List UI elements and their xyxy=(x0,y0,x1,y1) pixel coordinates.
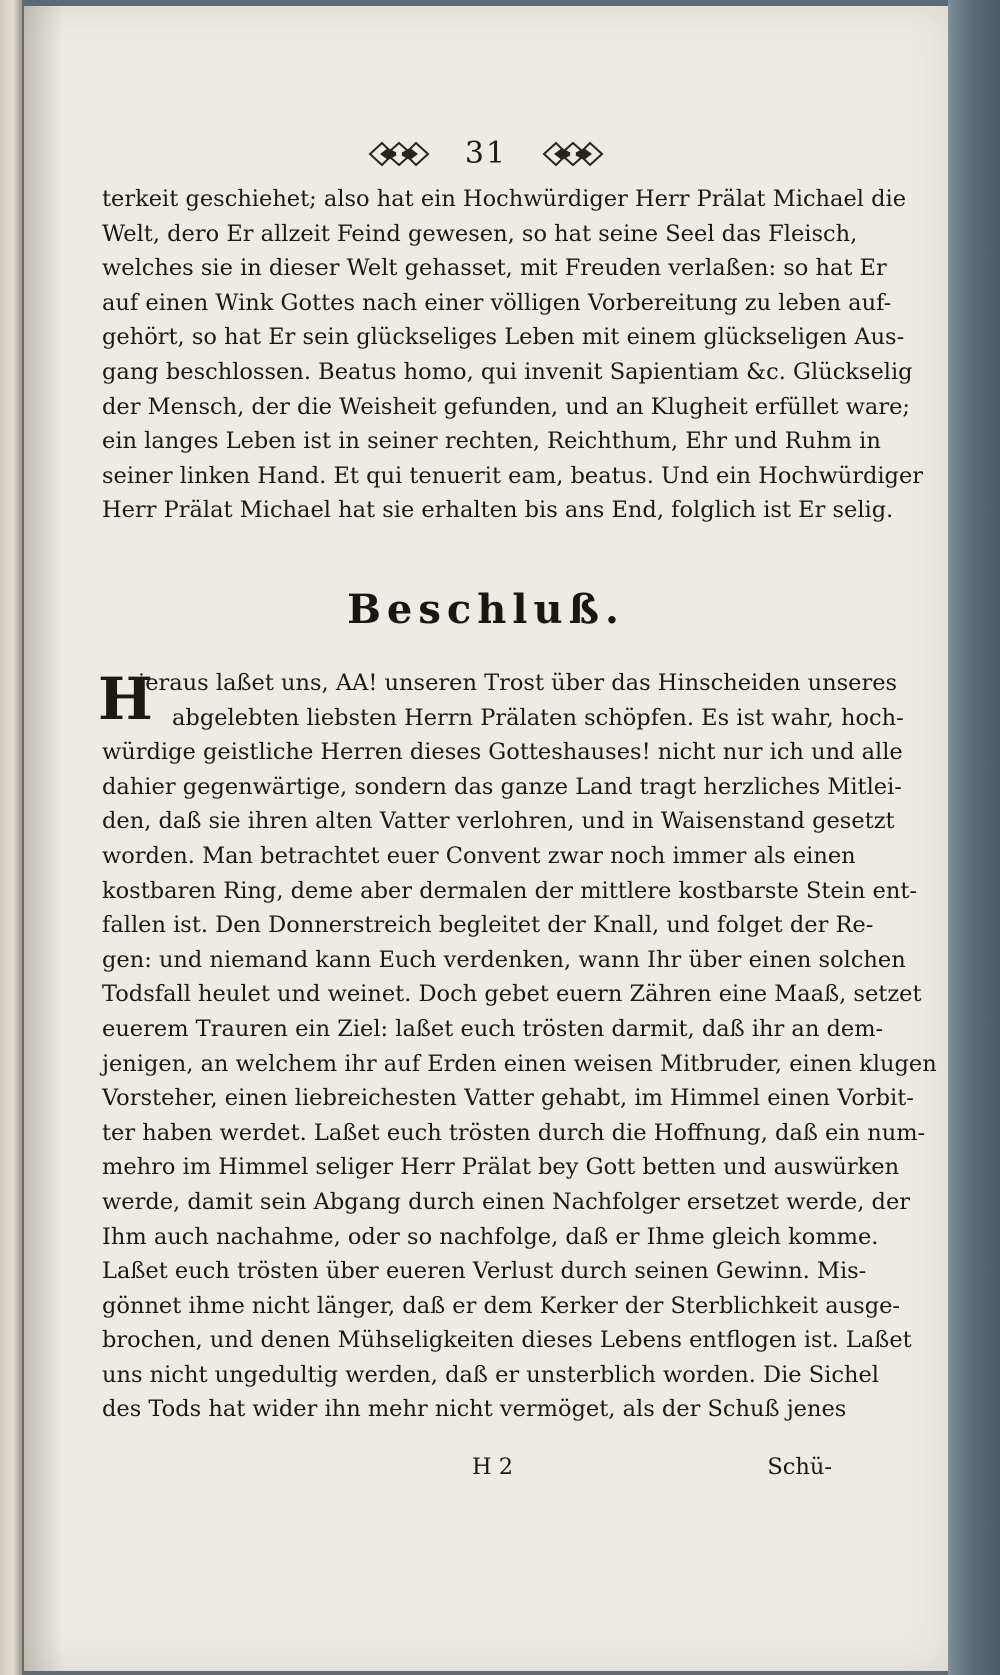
text-line: ein langes Leben ist in seiner rechten, Reichthum, Ehr und Ruhm in xyxy=(102,428,881,455)
text-line: abgelebten liebsten Herrn Prälaten schöpfen. Es ist wahr, hoch- xyxy=(172,704,904,731)
signature-mark: H 2 xyxy=(472,1454,514,1480)
page-number: 31 xyxy=(464,136,508,171)
text-line: gönnet ihme nicht länger, daß er dem Kerker der Sterblichkeit ausge- xyxy=(102,1292,901,1319)
text-line: mehro im Himmel seliger Herr Prälat bey Gott betten und auswürken xyxy=(102,1154,900,1181)
fleuron-ornament-right-icon xyxy=(540,139,606,169)
text-line: Welt, dero Er allzeit Feind gewesen, so hat seine Seel das Fleisch, xyxy=(102,220,858,247)
paragraph-closing-prior xyxy=(102,182,924,528)
text-line: worden. Man betrachtet euer Convent zwar noch immer als einen xyxy=(102,842,856,869)
text-line: Todsfall heulet und weinet. Doch gebet euern Zähren eine Maaß, setzet xyxy=(102,981,922,1008)
catchword: Schü- xyxy=(767,1454,832,1480)
text-line: werde, damit sein Abgang durch einen Nachfolger ersetzet werde, der xyxy=(102,1188,911,1215)
text-line: brochen, und denen Mühseligkeiten dieses Lebens entflogen ist. Laßet xyxy=(102,1327,912,1354)
text-line: Laßet euch trösten über eueren Verlust durch seinen Gewinn. Mis- xyxy=(102,1258,867,1285)
text-line: kostbaren Ring, deme aber dermalen der mittlere kostbarste Stein ent- xyxy=(102,877,918,904)
facing-page-edge xyxy=(0,0,24,1675)
text-line: ieraus laßet uns, AA! unseren Trost über das Hinscheiden unseres xyxy=(138,670,898,696)
text-line: Herr Prälat Michael hat sie erhalten bis ans End, folglich ist Er selig. xyxy=(102,497,894,524)
text-line: euerem Trauren ein Ziel: laßet euch trösten darmit, daß ihr an dem- xyxy=(102,1015,884,1042)
drop-capital: H xyxy=(98,665,153,733)
text-line: des Tods hat wider ihn mehr nicht vermöget, als der Schuß jenes xyxy=(102,1396,847,1423)
text-line: der Mensch, der die Weisheit gefunden, und an Klugheit erfüllet ware; xyxy=(102,393,911,420)
scan-background-edge xyxy=(948,0,1000,1675)
page-header xyxy=(24,136,948,180)
text-line: dahier gegenwärtige, sondern das ganze Land tragt herzliches Mitlei- xyxy=(102,773,902,800)
text-line: gen: und niemand kann Euch verdenken, wann Ihr über einen solchen xyxy=(102,946,906,973)
text-line: welches sie in dieser Welt gehasset, mit Freuden verlaßen: so hat Er xyxy=(102,255,887,282)
text-line: seiner linken Hand. Et qui tenuerit eam, beatus. Und ein Hochwürdiger xyxy=(102,462,924,489)
section-heading: Beschluß. xyxy=(347,586,625,633)
text-line: den, daß sie ihren alten Vatter verlohren, und in Waisenstand gesetzt xyxy=(102,808,895,835)
text-line: gang beschlossen. Beatus homo, qui invenit Sapientiam &c. Glückselig xyxy=(102,358,913,385)
text-line: Vorsteher, einen liebreichesten Vatter gehabt, im Himmel einen Vorbit- xyxy=(102,1085,914,1112)
text-line: fallen ist. Den Donnerstreich begleitet der Knall, und folget der Re- xyxy=(102,912,874,939)
text-line: terkeit geschiehet; also hat ein Hochwürdiger Herr Prälat Michael die xyxy=(102,186,907,212)
text-line: gehört, so hat Er sein glückseliges Leben mit einem glückseligen Aus- xyxy=(102,324,905,351)
text-line: Ihm auch nachahme, oder so nachfolge, daß er Ihme gleich komme. xyxy=(102,1223,879,1250)
text-line: ter haben werdet. Laßet euch trösten durch die Hoffnung, daß ein num- xyxy=(102,1119,926,1146)
text-line: jenigen, an welchem ihr auf Erden einen weisen Mitbruder, einen klugen xyxy=(102,1050,937,1077)
book-page xyxy=(24,6,948,1671)
gutter-shadow xyxy=(24,6,64,1671)
text-line: uns nicht ungedultig werden, daß er unsterblich worden. Die Sichel xyxy=(102,1361,879,1388)
text-line: auf einen Wink Gottes nach einer völligen Vorbereitung zu leben auf- xyxy=(102,289,892,316)
text-line: würdige geistliche Herren dieses Gotteshauses! nicht nur ich und alle xyxy=(102,739,903,766)
fleuron-ornament-left-icon xyxy=(366,139,432,169)
paragraph-conclusion xyxy=(102,666,937,1427)
page-footer xyxy=(102,1454,832,1490)
